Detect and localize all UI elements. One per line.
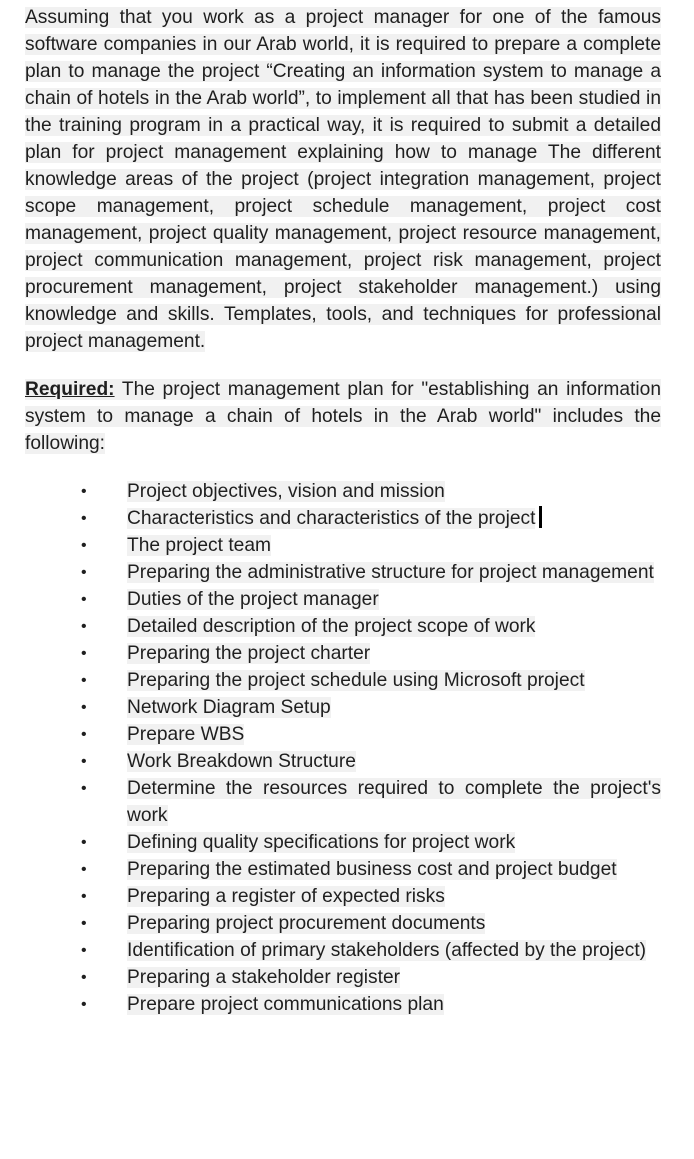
list-item: • Preparing a register of expected risks [25,883,661,910]
bullet-icon: • [81,780,87,797]
paragraph-spacer [25,355,661,376]
list-item: • Work Breakdown Structure [25,748,661,775]
bullet-icon: • [81,564,87,581]
bullet-icon: • [81,942,87,959]
list-item: • Identification of primary stakeholders (affected by the project) [25,937,661,964]
list-item: • Preparing the administrative structure for project management [25,559,661,586]
bullet-icon: • [81,699,87,716]
list-item: • Preparing the estimated business cost and project budget [25,856,661,883]
list-item: • Prepare WBS [25,721,661,748]
bullet-icon: • [81,510,87,527]
required-label: Required: [25,379,115,400]
bullet-icon: • [81,861,87,878]
list-item: • Preparing a stakeholder register [25,964,661,991]
bullet-icon: • [81,834,87,851]
list-item: • Network Diagram Setup [25,694,661,721]
list-item: • Preparing the project charter [25,640,661,667]
bullet-icon: • [81,969,87,986]
list-item: • Preparing the project schedule using Microsoft project [25,667,661,694]
bullet-icon: • [81,888,87,905]
document-body [25,4,661,1018]
required-paragraph [25,376,661,457]
list-item: • Detailed description of the project scope of work [25,613,661,640]
bullet-icon: • [81,591,87,608]
requirements-list [25,478,661,1018]
list-item: • Preparing project procurement documents [25,910,661,937]
bullet-icon: • [81,726,87,743]
required-text: The project management plan for "establishing an information system to manage a chain of hotels in the Arab world" includes the following: [25,379,661,454]
bullet-icon: • [81,537,87,554]
list-item: • Prepare project communications plan [25,991,661,1018]
bullet-icon: • [81,996,87,1013]
bullet-icon: • [81,915,87,932]
bullet-icon: • [81,672,87,689]
list-spacer [25,457,661,478]
list-item: • Determine the resources required to complete the project's work [25,775,661,829]
bullet-icon: • [81,753,87,770]
bullet-icon: • [81,645,87,662]
bullet-icon: • [81,483,87,500]
bullet-icon: • [81,618,87,635]
list-item: • Project objectives, vision and mission [25,478,661,505]
text-cursor [539,506,542,528]
intro-text: Assuming that you work as a project manager for one of the famous software companies in our Arab world, it is required to prepare a complete plan to manage the project “Creating an information system to manage a chain of hotels in the Arab world”, to implement all that has been studied in the training program in a practical way, it is required to submit a detailed plan for project management explaining how to manage The different knowledge areas of the project (project integration management, project scope management, project schedule management, project cost management, project quality management, project resource management, project communication management, project risk management, project procurement management, project stakeholder management.) using knowledge and skills. Templates, tools, and techniques for professional project management. [25,7,661,352]
list-item: • Duties of the project manager [25,586,661,613]
list-item: • Defining quality specifications for project work [25,829,661,856]
list-item: • Characteristics and characteristics of the project [25,505,661,532]
list-item: • The project team [25,532,661,559]
intro-paragraph [25,4,661,355]
